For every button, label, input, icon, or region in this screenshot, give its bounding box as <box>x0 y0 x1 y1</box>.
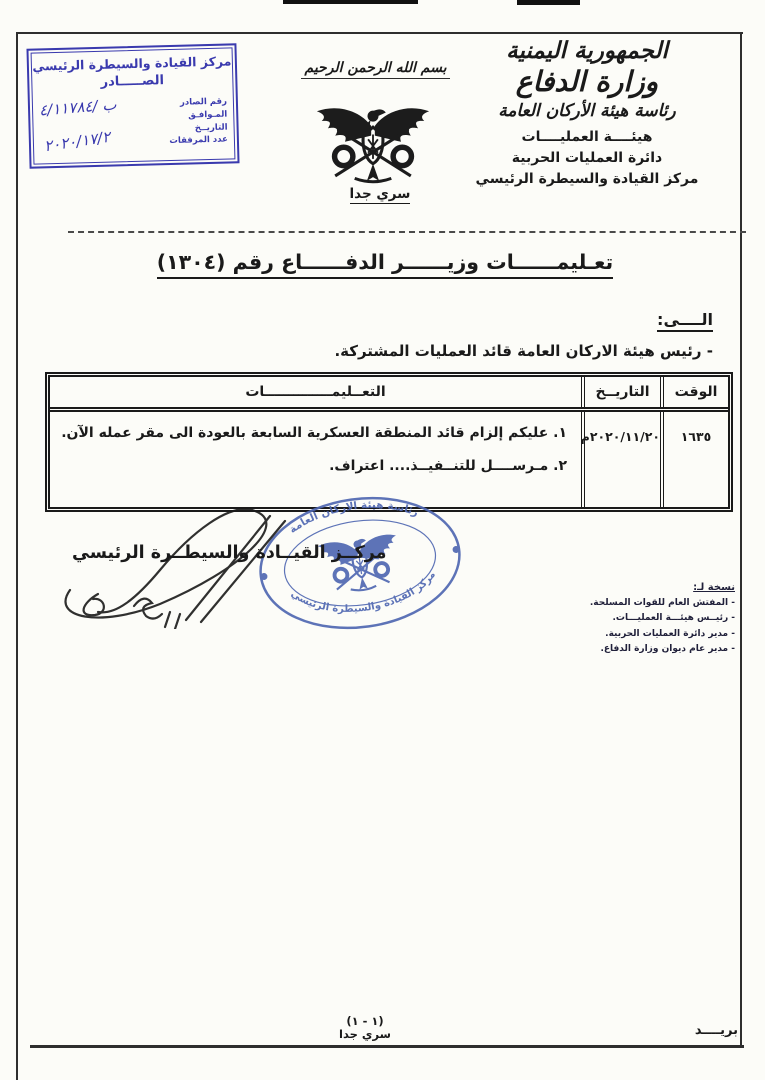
letterhead <box>437 38 737 190</box>
outgoing-registry-stamp <box>26 43 239 168</box>
document-title <box>110 250 660 274</box>
stamp-field-date: التاريــخ <box>194 122 228 133</box>
instruction-line-2: ٢. مـرســــل للتنــفيــذ.... اعتراف. <box>329 458 567 474</box>
to-label <box>657 310 713 329</box>
letterhead-command-control-center: مركز القيادة والسيطرة الرئيسي <box>475 170 699 187</box>
table-cell-time: ١٦٣٥ <box>660 412 728 507</box>
stamp-field-labels <box>168 96 228 149</box>
outgoing-stamp-inner-border <box>31 47 236 164</box>
handwritten-signature <box>38 494 438 629</box>
table-header-instructions: التعــليمــــــــــــــات <box>245 384 386 400</box>
bismillah-text: بسم الله الرحمن الرحيم <box>301 60 451 79</box>
stamp-heading: الصـــــادر <box>100 73 165 90</box>
page-border-bottom <box>30 1045 744 1048</box>
table-header-row <box>50 377 728 412</box>
copies-item-1: - المفتش العام للقوات المسلحة. <box>589 598 735 608</box>
letterhead-operations-authority: هيئــــة العمليــــات <box>521 128 653 145</box>
classification-text: سري جدا <box>349 186 411 202</box>
letterhead-ministry: وزارة الدفاع <box>515 64 659 98</box>
stamp-field-attachments: عدد المرفقات <box>169 134 229 147</box>
letterhead-republic: الجمهورية اليمنية <box>506 38 668 64</box>
yemen-eagle-emblem-icon <box>312 100 434 186</box>
copies-item-2: - رئيــس هيئـــة العمليـــات. <box>612 613 735 624</box>
footer-classification: سري جدا <box>339 1026 391 1041</box>
recipient-line: - رئيس هيئة الاركان العامة قائد العمليات المشتركة. <box>334 342 713 360</box>
to-label-text: الــــى: <box>657 310 713 332</box>
letterhead-general-staff: رئاسة هيئة الأركان العامة <box>498 100 676 121</box>
copies-list <box>587 582 735 657</box>
instruction-line-1: ١. عليكم إلزام قائد المنطقة العسكرية السابعة بالعودة الى مقر عمله الآن. <box>61 425 567 441</box>
signature-org-line: مركــز القيــادة والسيطــرة الرئيسي <box>72 543 387 563</box>
bismillah-calligraphy <box>293 60 458 76</box>
handwritten-outgoing-number: ب /٤/١١٧٨٤ <box>38 95 117 120</box>
stamp-org-name: مركز القيادة والسيطرة الرئيسي <box>32 53 232 74</box>
scan-artifact-line <box>517 0 580 5</box>
letterhead-war-operations-dept: دائرة العمليات الحربية <box>511 149 663 166</box>
table-cell-date: ٢٠٢٠/١١/٢٠م <box>581 412 660 507</box>
dashed-separator <box>68 231 746 233</box>
table-header-time: الوقت <box>660 377 728 407</box>
page-number: (١ - ١) <box>346 1014 384 1028</box>
footer-center <box>300 1015 430 1040</box>
page-border-left <box>16 32 18 1080</box>
copies-item-4: - مدير عام ديوان وزارة الدفاع. <box>600 643 735 654</box>
copies-label: نسخة لـ: <box>693 582 735 593</box>
page-border-top <box>17 32 743 34</box>
table-header-date: التاريــخ <box>581 377 660 407</box>
stamp-field-number: رقم الصادر <box>179 96 228 108</box>
stamp-field-corresponding: المـوافـق <box>188 109 228 121</box>
document-title-text: تعـليمــــــات وزيــــــر الدفــــــاع رقم (١٣٠٤) <box>157 250 614 279</box>
seal-bottom-arc-text: مركز القيادة والسيطرة الرئيسي <box>288 569 438 615</box>
scan-artifact-line <box>283 0 418 4</box>
page-border-right <box>740 32 742 1046</box>
footer-mail-label: بريــــد <box>694 1023 738 1038</box>
seal-top-arc-text: رئاسة هيئة الاركان العامة <box>286 499 421 536</box>
classification-label <box>330 186 430 202</box>
handwritten-date: ٢٠٢٠/١٧/٢ <box>42 127 112 156</box>
copies-item-3: - مدير دائرة العمليات الحربية. <box>605 628 735 639</box>
